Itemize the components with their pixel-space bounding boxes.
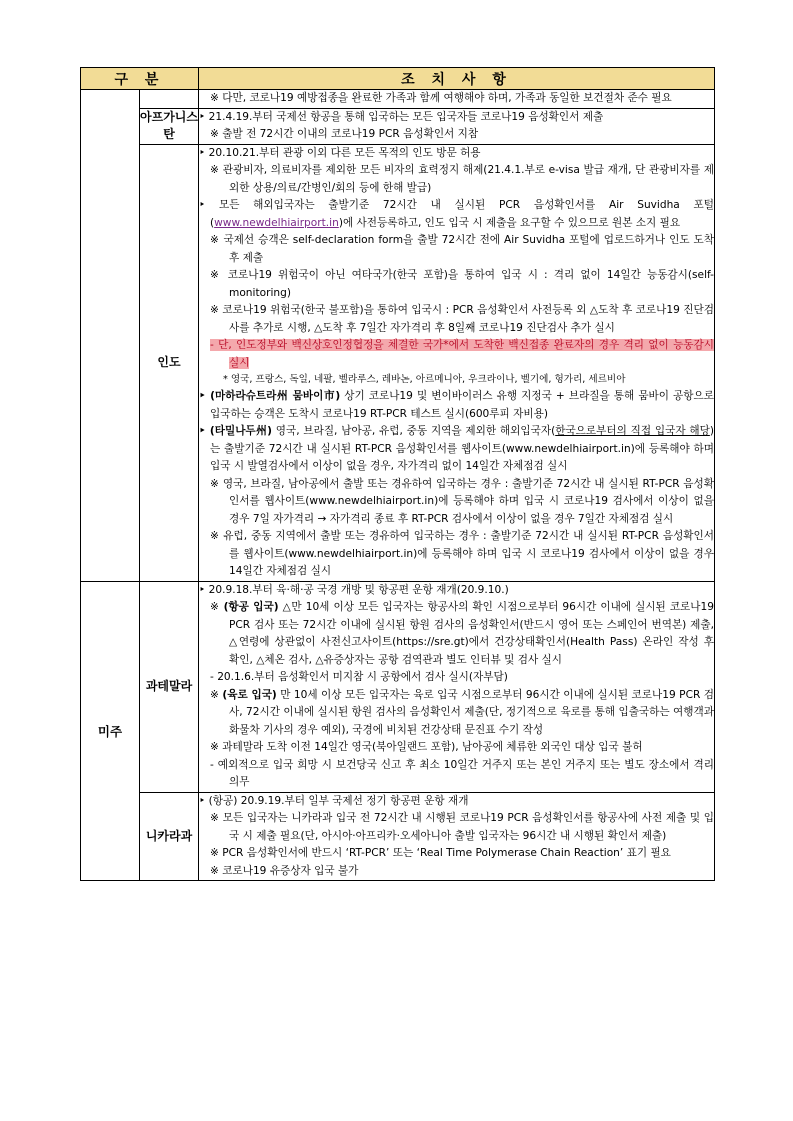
measures-cell [199,792,715,881]
measure-line: ‣ (타밀나두州) 영국, 브라질, 남아공, 유럽, 중동 지역을 제외한 해외입국자(한국으로부터의 직접 입국자 해당)는 출발기준 72시간 내 실시된 RT-PCR 음성확인서를 웹사이트(www.newdelhiairport.in)에 등록해야 하며 입국 시 발열검사에서 이상이 없을 경우, 자가격리 없이 14일간 자체점검 실시 [199,425,714,472]
measure-line: ※ 코로나19 유증상자 입국 불가 [210,864,359,877]
website-link[interactable]: www.newdelhiairport.in [214,216,339,229]
country-cell: 인도 [140,144,199,581]
measure-line: ‣ (항공) 20.9.19.부터 일부 국제선 정기 항공편 운항 재개 [199,794,469,807]
bold-label: (육로 입국) [222,688,277,701]
measure-line: ※ 출발 전 72시간 이내의 코로나19 PCR 음성확인서 지참 [210,128,479,140]
header-measures: 조 치 사 항 [199,68,715,90]
measure-line: * 영국, 프랑스, 독일, 네팔, 벨라루스, 레바논, 아르메니아, 우크라이나, 벨기에, 헝가리, 세르비아 [223,374,626,385]
measure-line: ※ 유럽, 중동 지역에서 출발 또는 경유하여 입국하는 경우 : 출발기준 72시간 내 실시된 RT-PCR 음성확인서를 웹사이트(www.newdelhiairport.in)에 등록해야 하며 입국 시 코로나19 검사에서 이상이 없을 경우 14일간 자체점검 실시 [210,530,714,577]
measure-line: - 예외적으로 입국 희망 시 보건당국 신고 후 최소 10일간 거주지 또는 본인 거주지 또는 별도 장소에서 격리 의무 [210,758,714,788]
country-cell: 니카라과 [140,792,199,881]
measure-line: ‣ (마하라슈트라州 뭄바이市) 상기 코로나19 및 변이바이러스 유행 지정국 + 브라질을 통해 뭄바이 공항으로 입국하는 승객은 도착시 코로나19 RT-PCR 테스트 실시(600루피 자비용) [199,390,714,420]
measures-cell [199,108,715,144]
measure-line: ※ 코로나19 위험국(한국 불포함)을 통하여 입국시 : PCR 음성확인서 사전등록 외 △도착 후 코로나19 진단검사를 추가로 시행, △도착 후 7일간 자가격리 후 8일째 코로나19 진단검사 추가 실시 [210,304,714,334]
measure-line: - 20.1.6.부터 음성확인서 미지참 시 공항에서 검사 실시(자부담) [210,671,508,683]
table-row [81,144,715,581]
header-category: 구 분 [81,68,199,90]
measure-line: ‣ 21.4.19.부터 국제선 항공을 통해 입국하는 모든 입국자들 코로나19 음성확인서 제출 [199,110,604,123]
bold-label: (항공 입국) [223,601,279,613]
measure-line: ※ 영국, 브라질, 남아공에서 출발 또는 경유하여 입국하는 경우 : 출발기준 72시간 내 실시된 RT-PCR 음성확인서를 웹사이트(www.newdelhiairport.in)에 등록해야 하며 입국 시 코로나19 검사에서 이상이 없을 경우 7일 자가격리 → 자가격리 종료 후 RT-PCR 검사에서 이상이 없을 경우 7일간 자체점검 실시 [210,477,714,525]
measure-line: ‣ 20.9.18.부터 육·해·공 국경 개방 및 항공편 운항 재개(20.9.10.) [199,583,509,596]
country-cell [140,90,199,109]
measure-line: ※ 관광비자, 의료비자를 제외한 모든 비자의 효력정지 해제(21.4.1.부로 e-visa 발급 재개, 단 관광비자를 제외한 상용/의료/간병인/회의 등에 한해 발급) [210,164,714,194]
country-cell: 아프가니스탄 [140,108,199,144]
measure-line: ※ 과테말라 도착 이전 14일간 영국(북아일랜드 포함), 남아공에 체류한 외국인 대상 입국 불허 [210,741,643,753]
measure-line: ※ 코로나19 위험국이 아닌 여타국가(한국 포함)을 통하여 입국 시 : 격리 없이 14일간 능동감시(self-monitoring) [210,269,714,299]
measure-line: ※ 다만, 코로나19 예방접종을 완료한 가족과 함께 여행해야 하며, 가족과 동일한 보건절차 준수 필요 [210,92,672,104]
table-row [81,108,715,144]
measures-cell [199,581,715,792]
region-cell-asia [81,90,140,582]
measure-line: ※ 국제선 승객은 self-declaration form을 출발 72시간 전에 Air Suvidha 포털에 업로드하거나 인도 도착 후 제출 [210,234,714,264]
highlighted-text: - 단, 인도정부와 백신상호인정협정을 체결한 국가*에서 도착한 백신접종 완료자의 경우 격리 없이 능동감시 실시 [210,339,714,369]
measure-line: ‣ 20.10.21.부터 관광 이외 다른 모든 목적의 인도 방문 허용 [199,146,481,159]
measures-table [80,67,715,881]
region-cell-americas: 미주 [81,581,140,881]
measures-cell [199,90,715,109]
bold-label: ‣ (마하라슈트라州 뭄바이市) [199,390,341,402]
measure-line [199,337,714,372]
underlined-text: 한국으로부터의 직접 입국자 해당 [555,425,710,437]
measure-line: ‣ 모든 해외입국자는 출발기준 72시간 내 실시된 PCR 음성확인서를 Air Suvidha 포털(www.newdelhiairport.in)에 사전등록하고, 인도 입국 시 제출을 요구할 수 있으므로 원본 소지 필요 [199,199,714,229]
table-header-row [81,68,715,90]
table-row [81,792,715,881]
measure-line: ※ 모든 입국자는 니카라과 입국 전 72시간 내 시행된 코로나19 PCR 음성확인서를 항공사에 사전 제출 및 입국 시 제출 필요(단, 아시아·아프리카·오세아니아 출발 입국자는 96시간 내 시행된 확인서 제출) [210,812,714,842]
bold-label: ‣ (타밀나두州) [199,425,272,437]
measure-line: ※ (육로 입국) 만 10세 이상 모든 입국자는 육로 입국 시점으로부터 96시간 이내에 실시된 코로나19 PCR 검사, 72시간 이내에 실시된 항원 검사의 음성확인서 제출(단, 정기적으로 육로를 통해 입출국하는 여행객과 화물차 기사의 경우 예외), 국경에 비치된 건강상태 문진표 수기 작성 [210,688,714,736]
measure-line: ※ (항공 입국) △만 10세 이상 모든 입국자는 항공사의 확인 시점으로부터 96시간 이내에 실시된 코로나19 PCR 검사 또는 72시간 이내에 실시된 항원 검사의 음성확인서(반드시 영어 또는 스페인어 번역본) 제출, △연령에 상관없이 사전신고사이트(https://sre.gt)에서 건강상태확인서(Health Pass) 온라인 작성 후 확인, △체온 검사, △유증상자는 공항 검역관과 별도 인터뷰 및 검사 실시 [210,601,715,666]
table-row [81,581,715,792]
table-row [81,90,715,109]
country-cell: 과테말라 [140,581,199,792]
measures-cell [199,144,715,581]
measure-line: ※ PCR 음성확인서에 반드시 ‘RT-PCR’ 또는 ‘Real Time Polymerase Chain Reaction’ 표기 필요 [210,847,671,859]
